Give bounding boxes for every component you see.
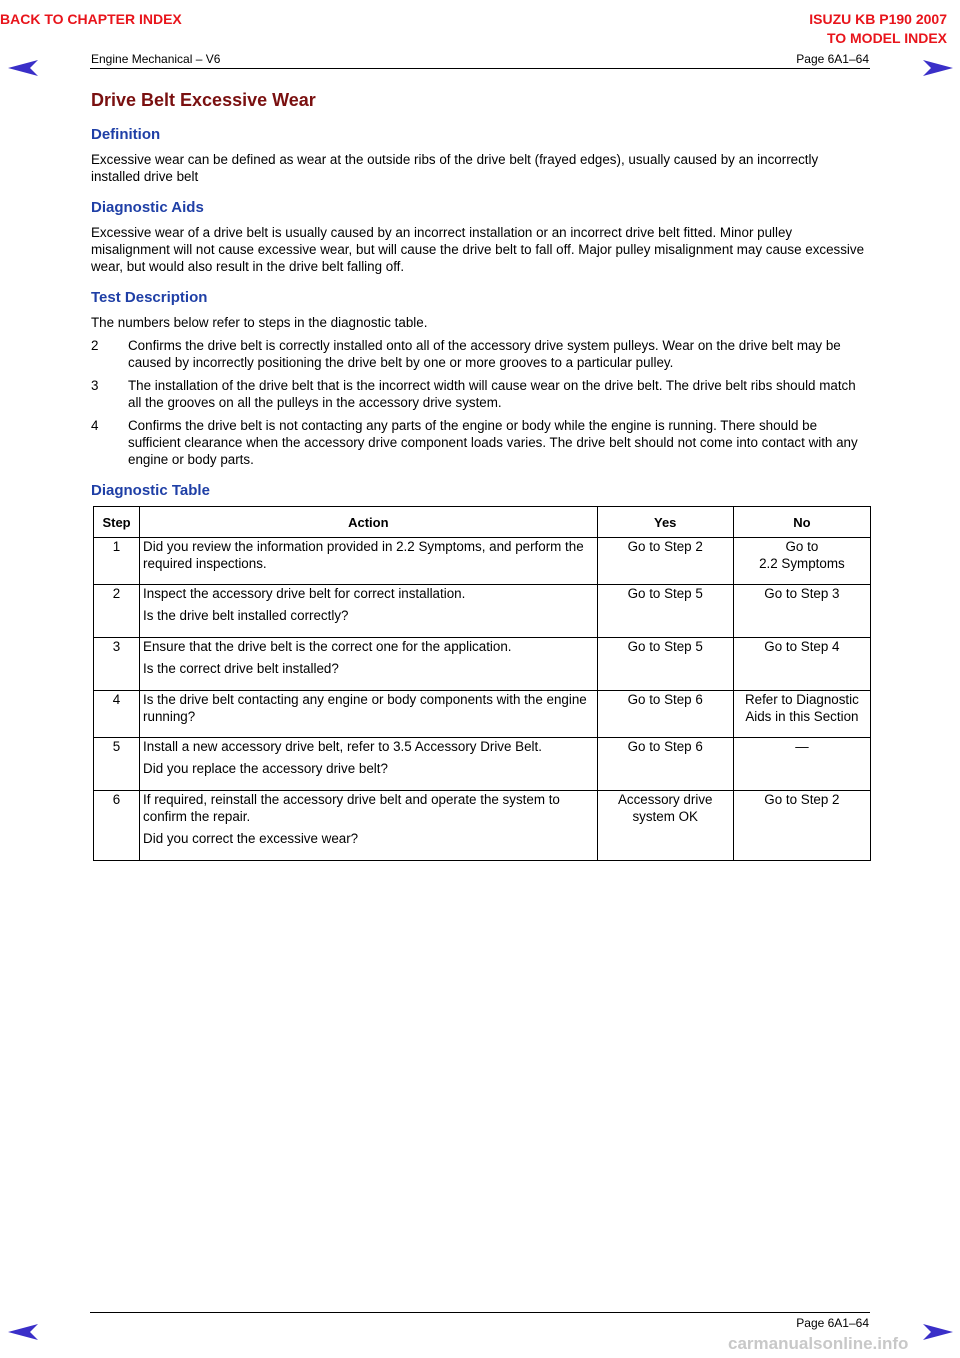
action-text: Did you review the information provided in 2.2 Symptoms, and perform the required inspections.	[143, 539, 584, 571]
table-row	[94, 538, 871, 585]
column-header-step: Step	[94, 507, 140, 538]
action-cell	[140, 585, 598, 638]
action-question: Did you replace the accessory drive belt?	[143, 761, 388, 776]
footer-rule	[90, 1312, 870, 1313]
table-header-row	[94, 507, 871, 538]
diagnostic-table	[93, 506, 871, 861]
test-item-text: Confirms the drive belt is not contacting any parts of the engine or body while the engine is running. There should be sufficient clearance when the accessory drive component loads varies. The drive belt should not come into contact with any engine or body parts.	[128, 418, 858, 467]
step-number: 4	[94, 691, 140, 738]
yes-cell: Go to Step 5	[597, 585, 733, 638]
header-page-number: Page 6A1–64	[796, 52, 869, 66]
table-row	[94, 738, 871, 791]
no-cell: Refer to Diagnostic Aids in this Section	[733, 691, 870, 738]
diagnostic-aids-heading: Diagnostic Aids	[91, 199, 204, 216]
table-row	[94, 638, 871, 691]
no-cell: Go to Step 2	[733, 791, 870, 861]
test-item-text: The installation of the drive belt that is the incorrect width will cause wear on the drive belt. The drive belt ribs should match all the grooves on all the pulleys in the accessory drive system.	[128, 378, 856, 410]
header-section-name: Engine Mechanical – V6	[91, 52, 221, 66]
no-cell: —	[733, 738, 870, 791]
step-number: 5	[94, 738, 140, 791]
to-model-index-link[interactable]: TO MODEL INDEX	[826, 30, 947, 46]
action-text: Inspect the accessory drive belt for correct installation.	[143, 586, 466, 601]
page-title: Drive Belt Excessive Wear	[91, 90, 316, 110]
no-cell: Go to 2.2 Symptoms	[733, 538, 870, 585]
action-cell	[140, 791, 598, 861]
action-text: Ensure that the drive belt is the correct one for the application.	[143, 639, 512, 654]
no-cell: Go to Step 4	[733, 638, 870, 691]
previous-page-arrow-icon[interactable]	[6, 1322, 40, 1342]
previous-page-arrow-icon[interactable]	[6, 58, 40, 78]
watermark-text: carmanualsonline.info	[728, 1334, 909, 1353]
action-text: If required, reinstall the accessory drive belt and operate the system to confirm the repair.	[143, 792, 560, 824]
yes-cell: Accessory drive system OK	[597, 791, 733, 861]
test-item-text: Confirms the drive belt is correctly installed onto all of the accessory drive system pulleys. Wear on the drive belt may be caused by incorrectly positioning the drive belt by one or more grooves to a particular pulley.	[128, 338, 841, 370]
yes-cell: Go to Step 6	[597, 691, 733, 738]
step-number: 6	[94, 791, 140, 861]
header-rule	[90, 68, 870, 69]
yes-cell: Go to Step 2	[597, 538, 733, 585]
column-header-action: Action	[140, 507, 598, 538]
step-number: 3	[94, 638, 140, 691]
next-page-arrow-icon[interactable]	[921, 58, 955, 78]
action-text: Is the drive belt contacting any engine or body components with the engine running?	[143, 692, 587, 724]
action-text: Install a new accessory drive belt, refer to 3.5 Accessory Drive Belt.	[143, 739, 542, 754]
action-cell	[140, 691, 598, 738]
definition-text: Excessive wear can be defined as wear at the outside ribs of the drive belt (frayed edges), usually caused by an incorrectly installed drive belt	[91, 152, 819, 184]
action-question: Is the drive belt installed correctly?	[143, 608, 349, 623]
diagnostic-table-heading: Diagnostic Table	[91, 482, 210, 499]
diagnostic-aids-text: Excessive wear of a drive belt is usually caused by an incorrect installation or an incorrect drive belt fitted. Minor pulley misalignment will not cause excessive wear, but will cause the drive belt to fall off. Major pulley misalignment may cause excessive wear, but would also result in the drive belt falling off.	[91, 225, 865, 274]
test-item-number: 4	[91, 418, 99, 433]
test-item-number: 2	[91, 338, 99, 353]
column-header-yes: Yes	[597, 507, 733, 538]
action-question: Did you correct the excessive wear?	[143, 831, 359, 846]
action-cell	[140, 738, 598, 791]
yes-cell: Go to Step 5	[597, 638, 733, 691]
next-page-arrow-icon[interactable]	[921, 1322, 955, 1342]
definition-heading: Definition	[91, 126, 161, 143]
step-number: 2	[94, 585, 140, 638]
table-row	[94, 791, 871, 861]
footer-page-number: Page 6A1–64	[796, 1316, 869, 1330]
action-cell	[140, 538, 598, 585]
action-cell	[140, 638, 598, 691]
action-question: Is the correct drive belt installed?	[143, 661, 339, 676]
test-description-heading: Test Description	[91, 289, 208, 306]
yes-cell: Go to Step 6	[597, 738, 733, 791]
model-title-link[interactable]: ISUZU KB P190 2007	[809, 11, 947, 27]
test-item-number: 3	[91, 378, 99, 393]
back-to-chapter-index-link[interactable]: BACK TO CHAPTER INDEX	[0, 11, 182, 27]
column-header-no: No	[733, 507, 870, 538]
table-row	[94, 585, 871, 638]
no-cell: Go to Step 3	[733, 585, 870, 638]
step-number: 1	[94, 538, 140, 585]
table-row	[94, 691, 871, 738]
test-description-intro: The numbers below refer to steps in the diagnostic table.	[91, 315, 428, 330]
